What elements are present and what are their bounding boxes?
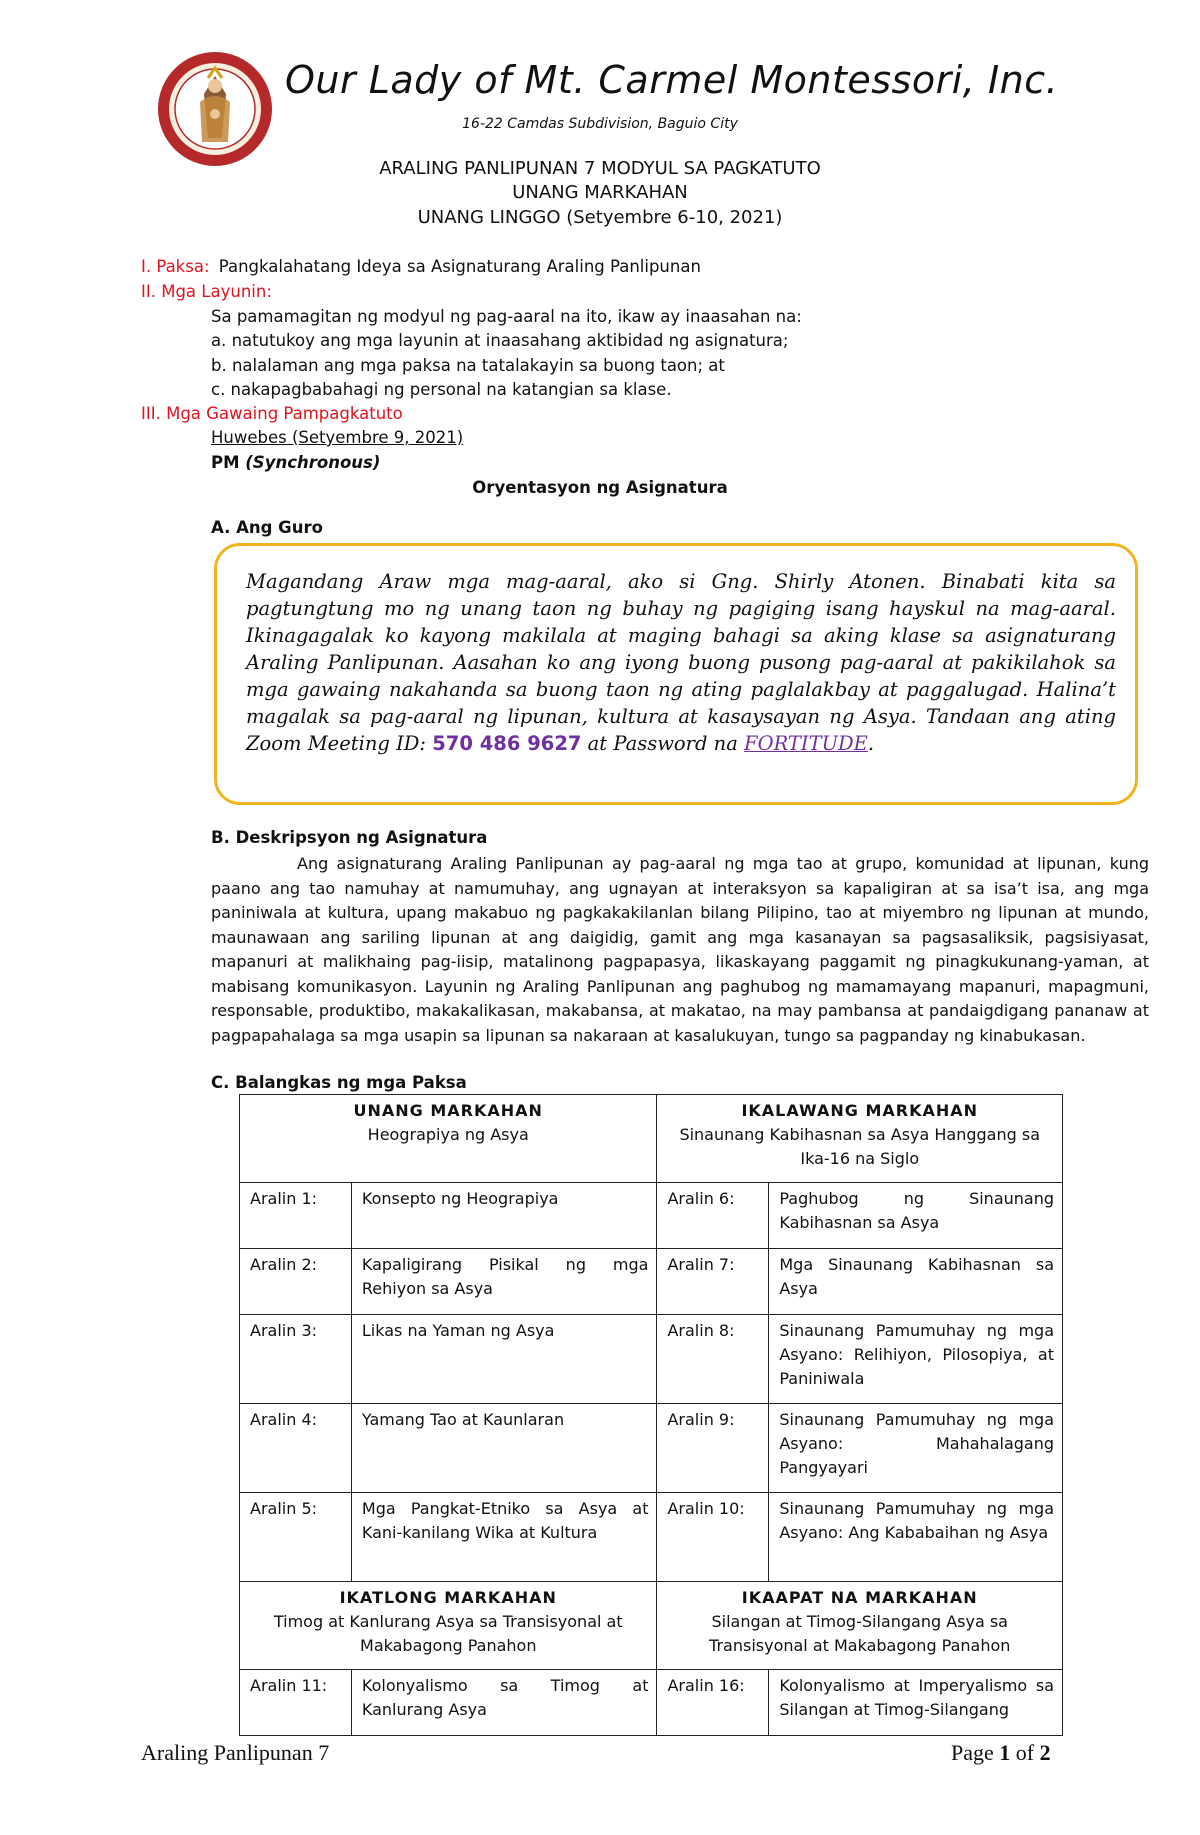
quarter-title: IKATLONG MARKAHAN (339, 1588, 557, 1607)
table-row (240, 1315, 1063, 1404)
quarter-title: IKALAWANG MARKAHAN (741, 1101, 979, 1120)
letter-end: . (867, 732, 875, 755)
layunin-item: b. nalalaman ang mga paksa na tatalakayin sa buong taon; at (211, 356, 725, 375)
lesson-number: Aralin 4: (240, 1404, 352, 1493)
lesson-number: Aralin 7: (657, 1249, 769, 1315)
quarter-subtitle: Sinaunang Kabihasnan sa Asya Hanggang sa Ika-16 na Siglo (679, 1125, 1041, 1168)
lesson-number: Aralin 11: (240, 1670, 352, 1736)
table-row (240, 1404, 1063, 1493)
lesson-number: Aralin 8: (657, 1315, 769, 1404)
quarter-subtitle: Heograpiya ng Asya (367, 1125, 529, 1144)
synchronous-label: (Synchronous) (245, 453, 381, 472)
quarter-title: UNANG MARKAHAN (353, 1101, 543, 1120)
lesson-number: Aralin 6: (657, 1183, 769, 1249)
school-name: Our Lady of Mt. Carmel Montessori, Inc. (285, 58, 1059, 102)
guro-heading: A. Ang Guro (211, 518, 323, 537)
lesson-number: Aralin 16: (657, 1670, 769, 1736)
lesson-title: Mga Pangkat-Etniko sa Asya at Kani-kanilang Wika at Kultura (351, 1493, 657, 1582)
quarter-subtitle: Silangan at Timog-Silangang Asya sa Transisyonal at Makabagong Panahon (709, 1612, 1011, 1655)
layunin-item: c. nakapagbabahagi ng personal na katangian sa klase. (211, 380, 672, 399)
lesson-title: Sinaunang Pamumuhay ng mga Asyano: Mahahalagang Pangyayari (769, 1404, 1063, 1493)
zoom-password: FORTITUDE (744, 732, 868, 755)
lesson-number: Aralin 9: (657, 1404, 769, 1493)
table-row (240, 1493, 1063, 1582)
quarter-title: UNANG MARKAHAN (512, 182, 688, 203)
page-number (951, 1740, 1051, 1766)
letter-body: Magandang Araw mga mag-aaral, ako si Gng. Shirly Atonen. Binabati kita sa pagtungtung mo ng unang taon ng buhay ng pagiging isang hayskul na mag-aaral. Ikinagagalak ko kayong makilala at maging bahagi sa aking klase sa asignaturang Araling Panlipunan. Aasahan ko ang iyong buong pusong pag-aaral at pakikilahok sa mga gawaing nakahanda sa buong taon ng ating paglalakbay at paggalugad. Halina’t magalak sa pag-aaral ng lipunan, kultura at kasaysayan ng Asya. Tandaan ang ating Zoom Meeting ID: (246, 570, 1116, 755)
pm-label: PM (211, 453, 240, 472)
quarter-subtitle: Timog at Kanlurang Asya sa Transisyonal at Makabagong Panahon (273, 1612, 623, 1655)
table-row (240, 1670, 1063, 1736)
lesson-title: Paghubog ng Sinaunang Kabihasnan sa Asya (769, 1183, 1063, 1249)
topics-outline-table (239, 1094, 1063, 1736)
layunin-item: a. natutukoy ang mga layunin at inaasahang aktibidad ng asignatura; (211, 331, 789, 350)
table-header-row (240, 1582, 1063, 1670)
orientation-heading: Oryentasyon ng Asignatura (472, 478, 728, 497)
deskripsyon-text: Ang asignaturang Araling Panlipunan ay pag-aaral ng mga tao at grupo, komunidad at lipunan, kung paano ang tao namuhay at namumuhay, ang ugnayan at interaksyon sa kapaligiran at sa isa’t isa, ang mga paniniwala at kultura, upang makabuo ng pagkakakilanlan bilang Pilipino, tao at miyembro ng lipunan at mundo, maunawaan ang sariling lipunan at ang daigidig, gamit ang mga kasanayan sa pagsasaliksik, pagsisiyasat, mapanuri at malikhaing pag-iisip, matalinong pagpapasya, likaskayang paggamit ng pinagkukunang-yaman, at mabisang komunikasyon. Layunin ng Araling Panlipunan ang paghubog ng mamamayang mapanuri, mapagmuni, responsable, produktibo, makakalikasan, makabansa, at makatao, na may pambansa at pandaigdigang pananaw at pagpapahalaga sa mga usapin sa lipunan sa nakaraan at kasalukuyan, tungo sa pagpanday ng kinabukasan. (211, 854, 1149, 1045)
letter-password-intro: at Password na (587, 732, 738, 755)
current-page: 1 (999, 1740, 1011, 1765)
lesson-title: Konsepto ng Heograpiya (351, 1183, 657, 1249)
lesson-title: Yamang Tao at Kaunlaran (351, 1404, 657, 1493)
week-title: UNANG LINGGO (Setyembre 6-10, 2021) (417, 207, 783, 228)
lesson-number: Aralin 1: (240, 1183, 352, 1249)
total-pages: 2 (1039, 1740, 1051, 1765)
lesson-title: Kolonyalismo sa Timog at Kanlurang Asya (351, 1670, 657, 1736)
lesson-title: Mga Sinaunang Kabihasnan sa Asya (769, 1249, 1063, 1315)
deskripsyon-heading: B. Deskripsyon ng Asignatura (211, 828, 488, 847)
quarter-header (657, 1095, 1063, 1183)
zoom-meeting-id: 570 486 9627 (432, 732, 582, 755)
session-date: Huwebes (Setyembre 9, 2021) (211, 428, 464, 447)
footer-subject: Araling Panlipunan 7 (141, 1740, 330, 1765)
of-word: of (1015, 1740, 1035, 1765)
table-header-row (240, 1095, 1063, 1183)
lesson-number: Aralin 3: (240, 1315, 352, 1404)
lesson-title: Kapaligirang Pisikal ng mga Rehiyon sa Asya (351, 1249, 657, 1315)
teacher-letter (246, 568, 1116, 757)
school-address: 16-22 Camdas Subdivision, Baguio City (462, 116, 738, 132)
lesson-title: Likas na Yaman ng Asya (351, 1315, 657, 1404)
module-title: ARALING PANLIPUNAN 7 MODYUL SA PAGKATUTO (379, 158, 821, 179)
balangkas-heading: C. Balangkas ng mga Paksa (211, 1073, 467, 1092)
table-row (240, 1183, 1063, 1249)
lesson-number: Aralin 10: (657, 1493, 769, 1582)
quarter-header (657, 1582, 1063, 1670)
quarter-header (240, 1582, 657, 1670)
deskripsyon-paragraph (211, 852, 1149, 1048)
lesson-title: Sinaunang Pamumuhay ng mga Asyano: Relihiyon, Pilosopiya, at Paniniwala (769, 1315, 1063, 1404)
layunin-intro: Sa pamamagitan ng modyul ng pag-aaral na ito, ikaw ay inaasahan na: (211, 307, 802, 326)
quarter-header (240, 1095, 657, 1183)
school-seal (156, 50, 274, 168)
lesson-title: Sinaunang Pamumuhay ng mga Asyano: Ang Kababaihan ng Asya (769, 1493, 1063, 1582)
lesson-number: Aralin 2: (240, 1249, 352, 1315)
session-mode (211, 453, 380, 472)
paksa-value: Pangkalahatang Ideya sa Asignaturang Araling Panlipunan (218, 257, 701, 276)
layunin-label: II. Mga Layunin: (141, 282, 272, 301)
paksa-row (141, 257, 701, 276)
lesson-number: Aralin 5: (240, 1493, 352, 1582)
quarter-title: IKAAPAT NA MARKAHAN (741, 1588, 978, 1607)
lesson-title: Kolonyalismo at Imperyalismo sa Silangan at Timog-Silangang (769, 1670, 1063, 1736)
page-word: Page (951, 1740, 994, 1765)
table-row (240, 1249, 1063, 1315)
gawain-label: III. Mga Gawaing Pampagkatuto (141, 404, 403, 423)
paksa-label: I. Paksa: (141, 257, 210, 276)
